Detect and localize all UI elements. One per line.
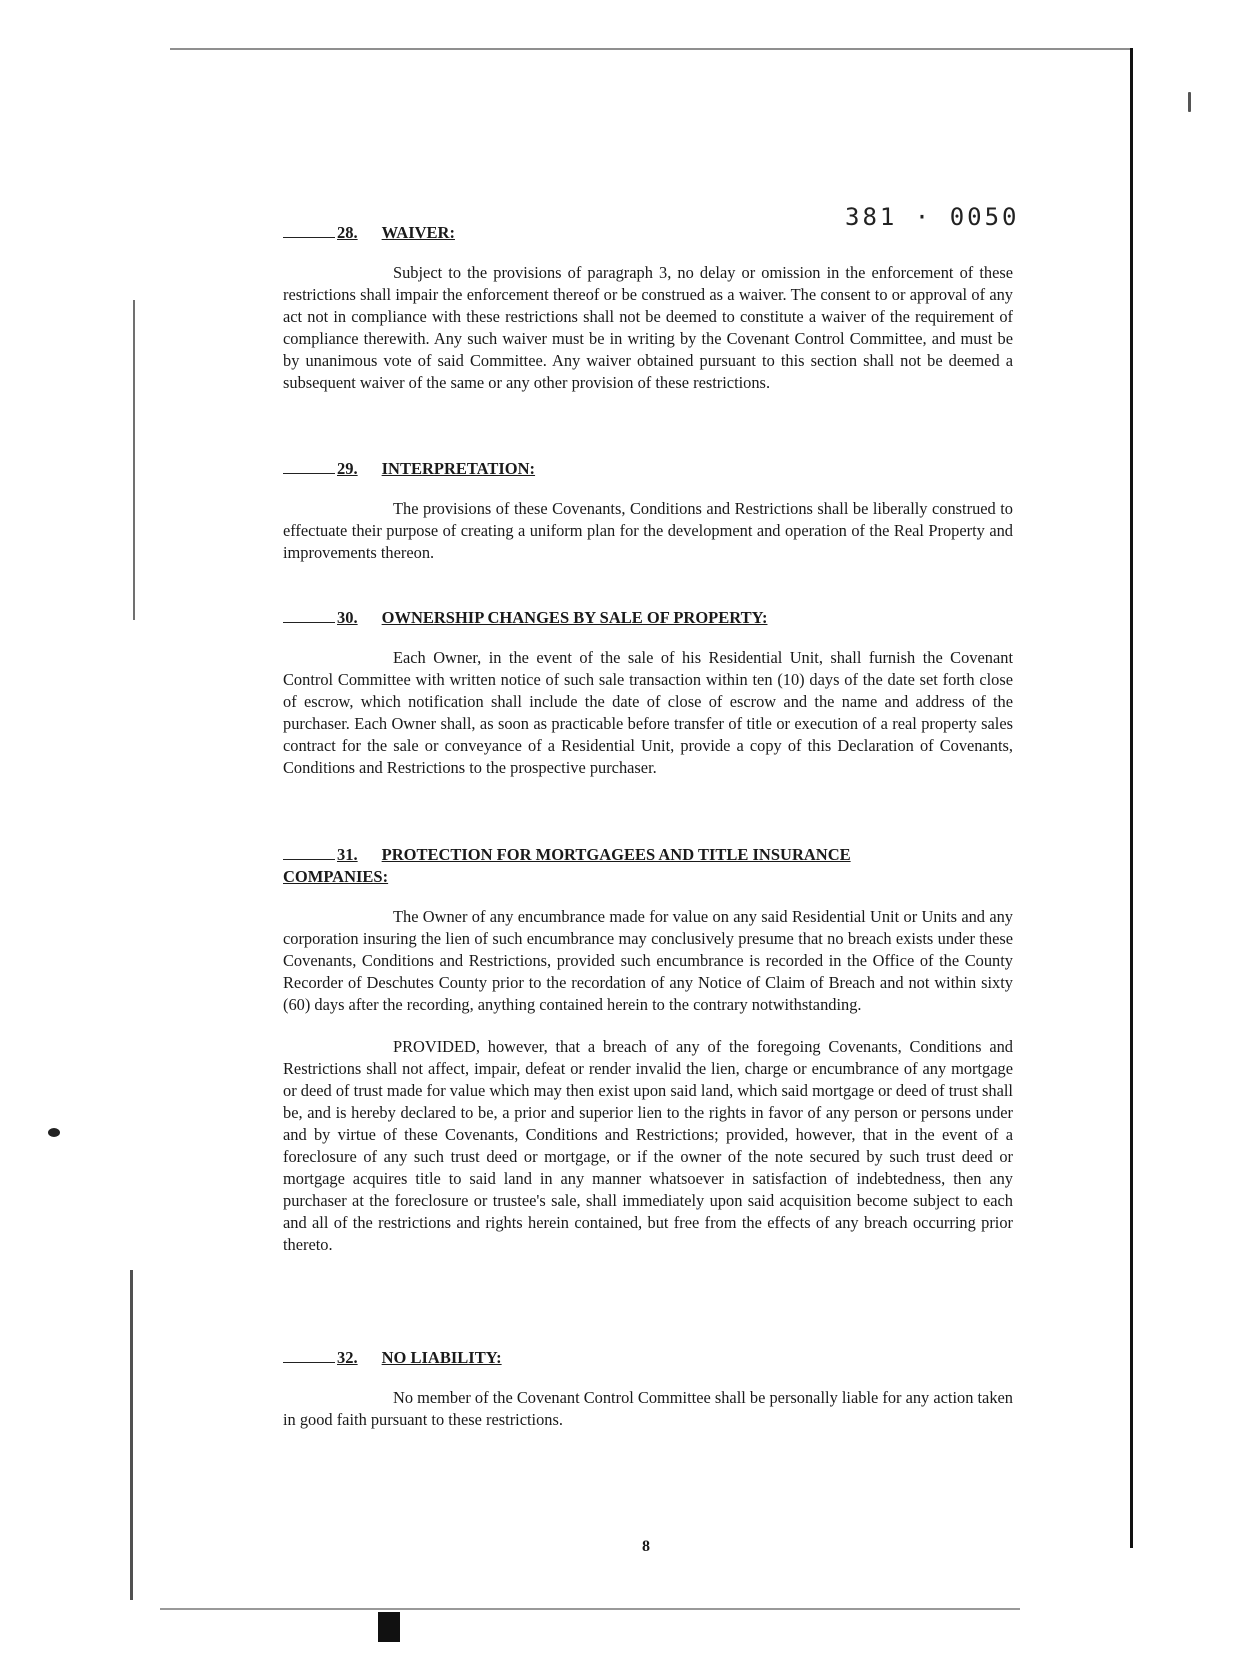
- section-number: 31.: [337, 845, 358, 864]
- section-heading: [283, 222, 1013, 244]
- heading-rule: [283, 459, 335, 474]
- section-title: INTERPRETATION:: [381, 459, 536, 478]
- heading-rule: [283, 845, 335, 860]
- section-heading: [283, 458, 1013, 480]
- section-paragraph: The provisions of these Covenants, Conditions and Restrictions shall be liberally construed to effectuate their purpose of creating a uniform plan for the development and operation of the Real Property and improvements thereon.: [283, 499, 1013, 562]
- heading-rule: [283, 608, 335, 623]
- heading-rule: [283, 223, 335, 238]
- section-title: PROTECTION FOR MORTGAGEES AND TITLE INSURANCE: [381, 845, 851, 864]
- scan-right-edge: [1130, 48, 1133, 1548]
- section-heading: [283, 844, 1013, 888]
- section-paragraph: No member of the Covenant Control Committee shall be personally liable for any action taken in good faith pursuant to these restrictions.: [283, 1388, 1013, 1429]
- section-title: WAIVER:: [381, 223, 455, 242]
- section-heading: [283, 1347, 1013, 1369]
- section-title: NO LIABILITY:: [381, 1348, 502, 1367]
- recording-number: 381 · 0050: [845, 203, 1020, 231]
- section-protection-mortgagees: [283, 844, 1013, 1256]
- section-paragraph: Each Owner, in the event of the sale of his Residential Unit, shall furnish the Covenant Control Committee with written notice of such sale transaction within ten (10) days of the date set forth close of escrow, which notification shall include the date of close of escrow and the name and address of the purchaser. Each Owner shall, as soon as practicable before transfer of title or execution of a real property sales contract for the sale or conveyance of a Residential Unit, provide a copy of this Declaration of Covenants, Conditions and Restrictions to the prospective purchaser.: [283, 648, 1013, 777]
- section-number: 28.: [337, 223, 358, 242]
- section-ownership-changes: [283, 607, 1013, 779]
- section-interpretation: [283, 458, 1013, 564]
- heading-rule: [283, 1348, 335, 1363]
- section-title: OWNERSHIP CHANGES BY SALE OF PROPERTY:: [381, 608, 768, 627]
- section-heading: [283, 607, 1013, 629]
- page-number: 8: [642, 1538, 650, 1555]
- scan-left-edge-lower: [130, 1270, 133, 1600]
- scan-bottom-edge: [160, 1608, 1020, 1610]
- section-number: 32.: [337, 1348, 358, 1367]
- section-paragraph: PROVIDED, however, that a breach of any of the foregoing Covenants, Conditions and Restrictions shall not affect, impair, defeat or render invalid the lien, charge or encumbrance of any mortgage or deed of trust made for value which may then exist upon said land, which said mortgage or deed of trust shall be, and is hereby declared to be, a prior and superior lien to the rights in favor of any person or persons under and by virtue of these Covenants, Conditions and Restrictions; provided, however, that in the event of a foreclosure of any such trust deed or mortgage, or if the owner of the note secured by such trust deed or mortgage acquires title to said land in any manner whatsoever in satisfaction of indebtedness, then any purchaser at the foreclosure or trustee's sale, shall immediately upon said acquisition become subject to each and all of the restrictions and rights herein contained, but free from the effects of any breach occurring prior thereto.: [283, 1037, 1013, 1254]
- section-paragraph: Subject to the provisions of paragraph 3, no delay or omission in the enforcement of these restrictions shall impair the enforcement thereof or be construed as a waiver. The consent to or approval of any act not in compliance with these restrictions shall not be deemed to constitute a waiver of the requirement of compliance therewith. Any such waiver must be in writing by the Covenant Control Committee, and must be by unanimous vote of said Committee. Any waiver obtained pursuant to this section shall not be deemed a subsequent waiver of the same or any other provision of these restrictions.: [283, 263, 1013, 392]
- scan-speck: [48, 1128, 60, 1137]
- section-no-liability: [283, 1347, 1013, 1431]
- scan-left-edge: [133, 300, 135, 620]
- scan-speck: [1188, 92, 1191, 112]
- section-waiver: [283, 222, 1013, 394]
- scan-top-edge: [170, 48, 1130, 50]
- section-paragraph: The Owner of any encumbrance made for value on any said Residential Unit or Units and any corporation insuring the lien of such encumbrance may conclusively presume that no breach exists under these Covenants, Conditions and Restrictions, provided such encumbrance is recorded in the Office of the County Recorder of Deschutes County prior to the recordation of any Notice of Claim of Breach and not within sixty (60) days after the recording, anything contained herein to the contrary notwithstanding.: [283, 907, 1013, 1014]
- section-number: 30.: [337, 608, 358, 627]
- section-number: 29.: [337, 459, 358, 478]
- scan-blot: [378, 1612, 400, 1642]
- section-title-continued: COMPANIES:: [283, 867, 389, 886]
